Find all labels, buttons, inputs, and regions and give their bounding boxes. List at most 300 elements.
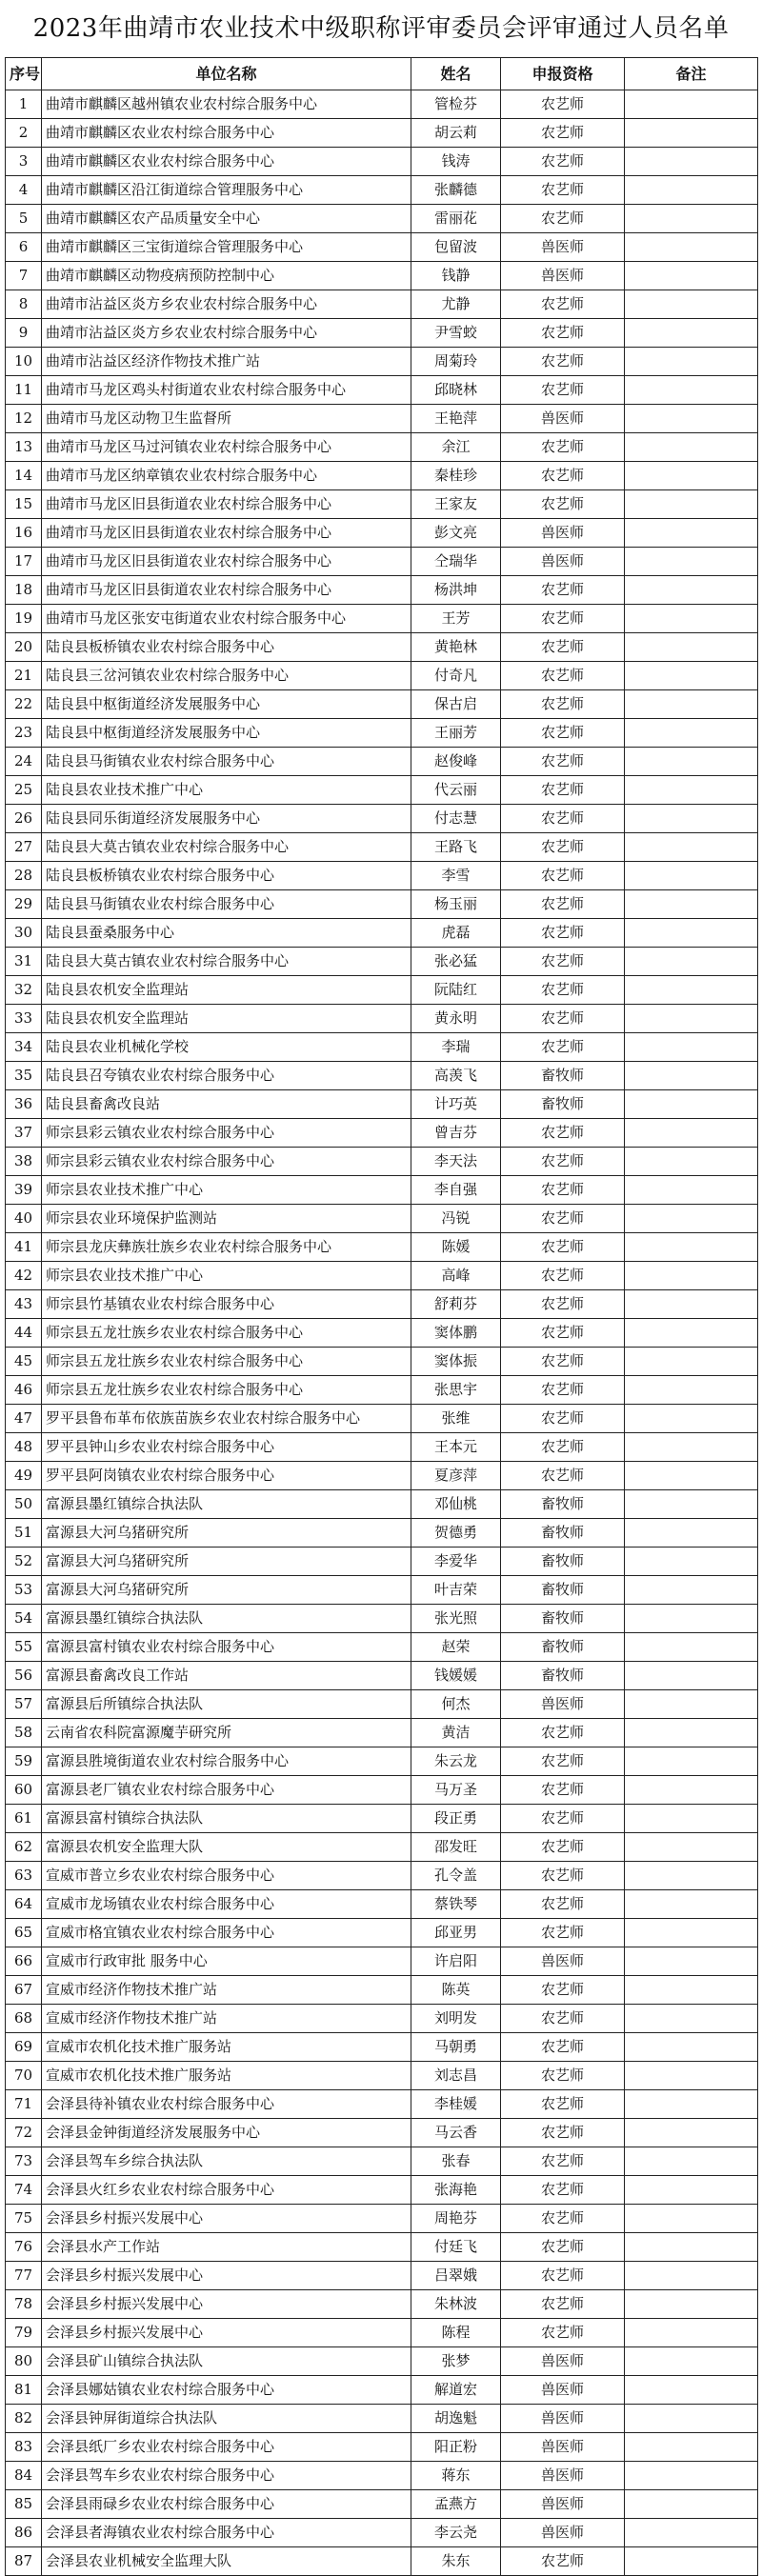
qualification-cell: 农艺师: [501, 1919, 625, 1947]
table-row: [6, 1490, 758, 1519]
unit-name-cell: 罗平县鲁布革布依族苗族乡农业农村综合服务中心: [42, 1405, 411, 1433]
remark-cell: [625, 1833, 758, 1862]
table-row: [6, 233, 758, 262]
row-number: 26: [6, 805, 42, 833]
qualification-cell: 兽医师: [501, 1947, 625, 1976]
remark-cell: [625, 1262, 758, 1290]
qualification-cell: 农艺师: [501, 1033, 625, 1062]
person-name-cell: 高羡飞: [411, 1062, 501, 1090]
remark-cell: [625, 1919, 758, 1947]
unit-name-cell: 宣威市龙场镇农业农村综合服务中心: [42, 1890, 411, 1919]
table-row: [6, 2519, 758, 2547]
qualification-cell: 农艺师: [501, 976, 625, 1005]
row-number: 8: [6, 290, 42, 319]
remark-cell: [625, 1290, 758, 1319]
table-row: [6, 90, 758, 119]
unit-name-cell: 宣威市普立乡农业农村综合服务中心: [42, 1862, 411, 1890]
qualification-cell: 农艺师: [501, 2205, 625, 2233]
person-name-cell: 朱东: [411, 2547, 501, 2576]
qualification-cell: 农艺师: [501, 2062, 625, 2090]
remark-cell: [625, 1205, 758, 1233]
table-row: [6, 2119, 758, 2147]
remark-cell: [625, 1890, 758, 1919]
unit-name-cell: 富源县老厂镇农业农村综合服务中心: [42, 1776, 411, 1805]
person-name-cell: 叶吉荣: [411, 1576, 501, 1605]
person-name-cell: 舒莉芬: [411, 1290, 501, 1319]
remark-cell: [625, 2376, 758, 2405]
qualification-cell: 兽医师: [501, 519, 625, 548]
row-number: 80: [6, 2347, 42, 2376]
person-name-cell: 杨洪坤: [411, 576, 501, 605]
person-name-cell: 李雪: [411, 862, 501, 890]
table-row: [6, 1033, 758, 1062]
person-name-cell: 仝瑞华: [411, 548, 501, 576]
qualification-cell: 畜牧师: [501, 1633, 625, 1662]
table-row: [6, 548, 758, 576]
unit-name-cell: 陆良县马街镇农业农村综合服务中心: [42, 890, 411, 919]
qualification-cell: 农艺师: [501, 148, 625, 176]
qualification-cell: 农艺师: [501, 633, 625, 662]
unit-name-cell: 曲靖市马龙区动物卫生监督所: [42, 405, 411, 433]
qualification-cell: 畜牧师: [501, 1548, 625, 1576]
table-row: [6, 805, 758, 833]
unit-name-cell: 富源县大河乌猪研究所: [42, 1519, 411, 1548]
table-row: [6, 1976, 758, 2005]
qualification-cell: 兽医师: [501, 2376, 625, 2405]
remark-cell: [625, 1662, 758, 1690]
table-row: [6, 1890, 758, 1919]
row-number: 7: [6, 262, 42, 290]
remark-cell: [625, 2547, 758, 2576]
table-row: [6, 1862, 758, 1890]
row-number: 19: [6, 605, 42, 633]
table-row: [6, 662, 758, 690]
remark-cell: [625, 262, 758, 290]
remark-cell: [625, 1062, 758, 1090]
table-row: [6, 405, 758, 433]
row-number: 28: [6, 862, 42, 890]
qualification-cell: 农艺师: [501, 605, 625, 633]
table-row: [6, 262, 758, 290]
table-header: [6, 58, 758, 90]
row-number: 69: [6, 2033, 42, 2062]
remark-cell: [625, 2519, 758, 2547]
person-name-cell: 夏彦萍: [411, 1462, 501, 1490]
unit-name-cell: 陆良县同乐街道经济发展服务中心: [42, 805, 411, 833]
unit-name-cell: 曲靖市马龙区纳章镇农业农村综合服务中心: [42, 462, 411, 490]
table-row: [6, 1348, 758, 1376]
row-number: 84: [6, 2462, 42, 2490]
qualification-cell: 农艺师: [501, 176, 625, 205]
qualification-cell: 农艺师: [501, 948, 625, 976]
unit-name-cell: 会泽县农业机械安全监理大队: [42, 2547, 411, 2576]
unit-name-cell: 陆良县农业机械化学校: [42, 1033, 411, 1062]
table-row: [6, 1719, 758, 1747]
qualification-cell: 农艺师: [501, 119, 625, 148]
row-number: 16: [6, 519, 42, 548]
person-name-cell: 黄艳林: [411, 633, 501, 662]
qualification-cell: 畜牧师: [501, 1490, 625, 1519]
table-row: [6, 2033, 758, 2062]
unit-name-cell: 陆良县大莫古镇农业农村综合服务中心: [42, 833, 411, 862]
unit-name-cell: 宣威市农机化技术推广服务站: [42, 2062, 411, 2090]
qualification-cell: 农艺师: [501, 462, 625, 490]
person-name-cell: 周艳芬: [411, 2205, 501, 2233]
unit-name-cell: 陆良县畜禽改良站: [42, 1090, 411, 1119]
person-name-cell: 高峰: [411, 1262, 501, 1290]
unit-name-cell: 师宗县竹基镇农业农村综合服务中心: [42, 1290, 411, 1319]
row-number: 30: [6, 919, 42, 948]
row-number: 60: [6, 1776, 42, 1805]
person-name-cell: 张维: [411, 1405, 501, 1433]
unit-name-cell: 曲靖市麒麟区动物疫病预防控制中心: [42, 262, 411, 290]
person-name-cell: 许启阳: [411, 1947, 501, 1976]
row-number: 32: [6, 976, 42, 1005]
unit-name-cell: 陆良县蚕桑服务中心: [42, 919, 411, 948]
remark-cell: [625, 919, 758, 948]
remark-cell: [625, 1605, 758, 1633]
table-row: [6, 833, 758, 862]
person-name-cell: 尹雪蛟: [411, 319, 501, 348]
table-row: [6, 719, 758, 748]
row-number: 14: [6, 462, 42, 490]
remark-cell: [625, 2347, 758, 2376]
row-number: 42: [6, 1262, 42, 1290]
qualification-cell: 农艺师: [501, 1433, 625, 1462]
row-number: 58: [6, 1719, 42, 1747]
unit-name-cell: 陆良县板桥镇农业农村综合服务中心: [42, 862, 411, 890]
person-name-cell: 李云尧: [411, 2519, 501, 2547]
qualification-cell: 农艺师: [501, 1462, 625, 1490]
unit-name-cell: 曲靖市沾益区经济作物技术推广站: [42, 348, 411, 376]
remark-cell: [625, 2205, 758, 2233]
qualification-cell: 兽医师: [501, 262, 625, 290]
header-name: 姓名: [411, 58, 501, 90]
row-number: 11: [6, 376, 42, 405]
person-name-cell: 邵发旺: [411, 1833, 501, 1862]
qualification-cell: 畜牧师: [501, 1605, 625, 1633]
remark-cell: [625, 176, 758, 205]
table-row: [6, 462, 758, 490]
qualification-cell: 农艺师: [501, 2090, 625, 2119]
remark-cell: [625, 1176, 758, 1205]
row-number: 85: [6, 2490, 42, 2519]
person-name-cell: 阮陆红: [411, 976, 501, 1005]
table-row: [6, 1548, 758, 1576]
row-number: 61: [6, 1805, 42, 1833]
unit-name-cell: 会泽县乡村振兴发展中心: [42, 2290, 411, 2319]
row-number: 29: [6, 890, 42, 919]
results-table: [5, 57, 758, 2576]
row-number: 45: [6, 1348, 42, 1376]
qualification-cell: 农艺师: [501, 833, 625, 862]
row-number: 31: [6, 948, 42, 976]
remark-cell: [625, 633, 758, 662]
qualification-cell: 农艺师: [501, 1348, 625, 1376]
unit-name-cell: 富源县后所镇综合执法队: [42, 1690, 411, 1719]
person-name-cell: 钱静: [411, 262, 501, 290]
qualification-cell: 农艺师: [501, 1776, 625, 1805]
table-row: [6, 2290, 758, 2319]
remark-cell: [625, 2005, 758, 2033]
person-name-cell: 朱林波: [411, 2290, 501, 2319]
table-row: [6, 1176, 758, 1205]
qualification-cell: 兽医师: [501, 405, 625, 433]
person-name-cell: 何杰: [411, 1690, 501, 1719]
remark-cell: [625, 1548, 758, 1576]
table-row: [6, 119, 758, 148]
remark-cell: [625, 1148, 758, 1176]
remark-cell: [625, 1319, 758, 1348]
table-row: [6, 1148, 758, 1176]
row-number: 12: [6, 405, 42, 433]
table-row: [6, 1119, 758, 1148]
table-row: [6, 1805, 758, 1833]
table-row: [6, 1262, 758, 1290]
row-number: 25: [6, 776, 42, 805]
row-number: 51: [6, 1519, 42, 1548]
table-row: [6, 1605, 758, 1633]
person-name-cell: 王路飞: [411, 833, 501, 862]
table-row: [6, 148, 758, 176]
table-row: [6, 1462, 758, 1490]
row-number: 41: [6, 1233, 42, 1262]
person-name-cell: 刘明发: [411, 2005, 501, 2033]
table-row: [6, 205, 758, 233]
unit-name-cell: 师宗县农业环境保护监测站: [42, 1205, 411, 1233]
person-name-cell: 杨玉丽: [411, 890, 501, 919]
person-name-cell: 付奇凡: [411, 662, 501, 690]
remark-cell: [625, 2462, 758, 2490]
qualification-cell: 农艺师: [501, 290, 625, 319]
remark-cell: [625, 948, 758, 976]
remark-cell: [625, 548, 758, 576]
remark-cell: [625, 1862, 758, 1890]
row-number: 17: [6, 548, 42, 576]
qualification-cell: 农艺师: [501, 1262, 625, 1290]
unit-name-cell: 师宗县彩云镇农业农村综合服务中心: [42, 1119, 411, 1148]
unit-name-cell: 云南省农科院富源魔芋研究所: [42, 1719, 411, 1747]
table-row: [6, 576, 758, 605]
remark-cell: [625, 1490, 758, 1519]
person-name-cell: 王芳: [411, 605, 501, 633]
table-row: [6, 633, 758, 662]
person-name-cell: 冯锐: [411, 1205, 501, 1233]
unit-name-cell: 曲靖市麒麟区越州镇农业农村综合服务中心: [42, 90, 411, 119]
person-name-cell: 李桂媛: [411, 2090, 501, 2119]
unit-name-cell: 师宗县农业技术推广中心: [42, 1262, 411, 1290]
person-name-cell: 钱媛媛: [411, 1662, 501, 1690]
row-number: 72: [6, 2119, 42, 2147]
remark-cell: [625, 2119, 758, 2147]
table-row: [6, 1947, 758, 1976]
remark-cell: [625, 1348, 758, 1376]
qualification-cell: 兽医师: [501, 1690, 625, 1719]
qualification-cell: 农艺师: [501, 690, 625, 719]
remark-cell: [625, 1233, 758, 1262]
header-unit: 单位名称: [42, 58, 411, 90]
qualification-cell: 农艺师: [501, 2033, 625, 2062]
unit-name-cell: 陆良县农机安全监理站: [42, 976, 411, 1005]
unit-name-cell: 会泽县待补镇农业农村综合服务中心: [42, 2090, 411, 2119]
table-row: [6, 376, 758, 405]
remark-cell: [625, 519, 758, 548]
row-number: 39: [6, 1176, 42, 1205]
person-name-cell: 邱亚男: [411, 1919, 501, 1947]
unit-name-cell: 曲靖市麒麟区三宝街道综合管理服务中心: [42, 233, 411, 262]
remark-cell: [625, 2319, 758, 2347]
remark-cell: [625, 1433, 758, 1462]
qualification-cell: 农艺师: [501, 433, 625, 462]
person-name-cell: 李瑞: [411, 1033, 501, 1062]
row-number: 6: [6, 233, 42, 262]
row-number: 59: [6, 1747, 42, 1776]
qualification-cell: 农艺师: [501, 1233, 625, 1262]
person-name-cell: 张春: [411, 2147, 501, 2176]
row-number: 66: [6, 1947, 42, 1976]
remark-cell: [625, 1947, 758, 1976]
remark-cell: [625, 805, 758, 833]
unit-name-cell: 陆良县中枢街道经济发展服务中心: [42, 690, 411, 719]
unit-name-cell: 罗平县钟山乡农业农村综合服务中心: [42, 1433, 411, 1462]
row-number: 34: [6, 1033, 42, 1062]
qualification-cell: 农艺师: [501, 2119, 625, 2147]
remark-cell: [625, 1519, 758, 1548]
row-number: 86: [6, 2519, 42, 2547]
unit-name-cell: 陆良县板桥镇农业农村综合服务中心: [42, 633, 411, 662]
unit-name-cell: 曲靖市马龙区旧县街道农业农村综合服务中心: [42, 576, 411, 605]
remark-cell: [625, 319, 758, 348]
remark-cell: [625, 976, 758, 1005]
qualification-cell: 农艺师: [501, 2005, 625, 2033]
unit-name-cell: 曲靖市麒麟区农产品质量安全中心: [42, 205, 411, 233]
qualification-cell: 农艺师: [501, 1805, 625, 1833]
remark-cell: [625, 1119, 758, 1148]
header-remark: 备注: [625, 58, 758, 90]
qualification-cell: 农艺师: [501, 1976, 625, 2005]
row-number: 3: [6, 148, 42, 176]
row-number: 23: [6, 719, 42, 748]
remark-cell: [625, 119, 758, 148]
remark-cell: [625, 2062, 758, 2090]
person-name-cell: 邱晓林: [411, 376, 501, 405]
qualification-cell: 农艺师: [501, 348, 625, 376]
person-name-cell: 雷丽花: [411, 205, 501, 233]
table-row: [6, 1662, 758, 1690]
row-number: 56: [6, 1662, 42, 1690]
table-row: [6, 976, 758, 1005]
qualification-cell: 兽医师: [501, 2347, 625, 2376]
person-name-cell: 陈程: [411, 2319, 501, 2347]
person-name-cell: 窦体鹏: [411, 1319, 501, 1348]
row-number: 46: [6, 1376, 42, 1405]
remark-cell: [625, 433, 758, 462]
table-row: [6, 690, 758, 719]
row-number: 75: [6, 2205, 42, 2233]
table-row: [6, 519, 758, 548]
person-name-cell: 余江: [411, 433, 501, 462]
row-number: 62: [6, 1833, 42, 1862]
unit-name-cell: 陆良县大莫古镇农业农村综合服务中心: [42, 948, 411, 976]
row-number: 74: [6, 2176, 42, 2205]
table-row: [6, 776, 758, 805]
qualification-cell: 农艺师: [501, 1862, 625, 1890]
qualification-cell: 农艺师: [501, 748, 625, 776]
row-number: 83: [6, 2433, 42, 2462]
table-row: [6, 2090, 758, 2119]
remark-cell: [625, 405, 758, 433]
qualification-cell: 农艺师: [501, 1376, 625, 1405]
qualification-cell: 农艺师: [501, 2262, 625, 2290]
remark-cell: [625, 290, 758, 319]
row-number: 81: [6, 2376, 42, 2405]
row-number: 1: [6, 90, 42, 119]
person-name-cell: 包留波: [411, 233, 501, 262]
row-number: 52: [6, 1548, 42, 1576]
unit-name-cell: 师宗县农业技术推广中心: [42, 1176, 411, 1205]
table-row: [6, 2176, 758, 2205]
row-number: 55: [6, 1633, 42, 1662]
qualification-cell: 农艺师: [501, 719, 625, 748]
unit-name-cell: 师宗县五龙壮族乡农业农村综合服务中心: [42, 1348, 411, 1376]
qualification-cell: 兽医师: [501, 2433, 625, 2462]
remark-cell: [625, 2233, 758, 2262]
row-number: 53: [6, 1576, 42, 1605]
qualification-cell: 农艺师: [501, 319, 625, 348]
row-number: 47: [6, 1405, 42, 1433]
person-name-cell: 计巧英: [411, 1090, 501, 1119]
row-number: 18: [6, 576, 42, 605]
row-number: 5: [6, 205, 42, 233]
unit-name-cell: 曲靖市马龙区旧县街道农业农村综合服务中心: [42, 490, 411, 519]
unit-name-cell: 陆良县中枢街道经济发展服务中心: [42, 719, 411, 748]
qualification-cell: 农艺师: [501, 205, 625, 233]
person-name-cell: 保古启: [411, 690, 501, 719]
table-row: [6, 2262, 758, 2290]
table-row: [6, 1405, 758, 1433]
person-name-cell: 周菊玲: [411, 348, 501, 376]
qualification-cell: 农艺师: [501, 376, 625, 405]
unit-name-cell: 曲靖市马龙区旧县街道农业农村综合服务中心: [42, 548, 411, 576]
row-number: 50: [6, 1490, 42, 1519]
unit-name-cell: 曲靖市沾益区炎方乡农业农村综合服务中心: [42, 290, 411, 319]
row-number: 71: [6, 2090, 42, 2119]
row-number: 20: [6, 633, 42, 662]
table-row: [6, 1433, 758, 1462]
remark-cell: [625, 690, 758, 719]
row-number: 36: [6, 1090, 42, 1119]
table-row: [6, 1005, 758, 1033]
qualification-cell: 农艺师: [501, 1119, 625, 1148]
remark-cell: [625, 890, 758, 919]
person-name-cell: 代云丽: [411, 776, 501, 805]
person-name-cell: 李自强: [411, 1176, 501, 1205]
qualification-cell: 农艺师: [501, 1005, 625, 1033]
remark-cell: [625, 719, 758, 748]
qualification-cell: 畜牧师: [501, 1090, 625, 1119]
row-number: 73: [6, 2147, 42, 2176]
table-row: [6, 2462, 758, 2490]
person-name-cell: 付志慧: [411, 805, 501, 833]
table-row: [6, 919, 758, 948]
row-number: 2: [6, 119, 42, 148]
unit-name-cell: 师宗县五龙壮族乡农业农村综合服务中心: [42, 1319, 411, 1348]
remark-cell: [625, 1976, 758, 2005]
row-number: 65: [6, 1919, 42, 1947]
row-number: 21: [6, 662, 42, 690]
row-number: 9: [6, 319, 42, 348]
table-row: [6, 1233, 758, 1262]
